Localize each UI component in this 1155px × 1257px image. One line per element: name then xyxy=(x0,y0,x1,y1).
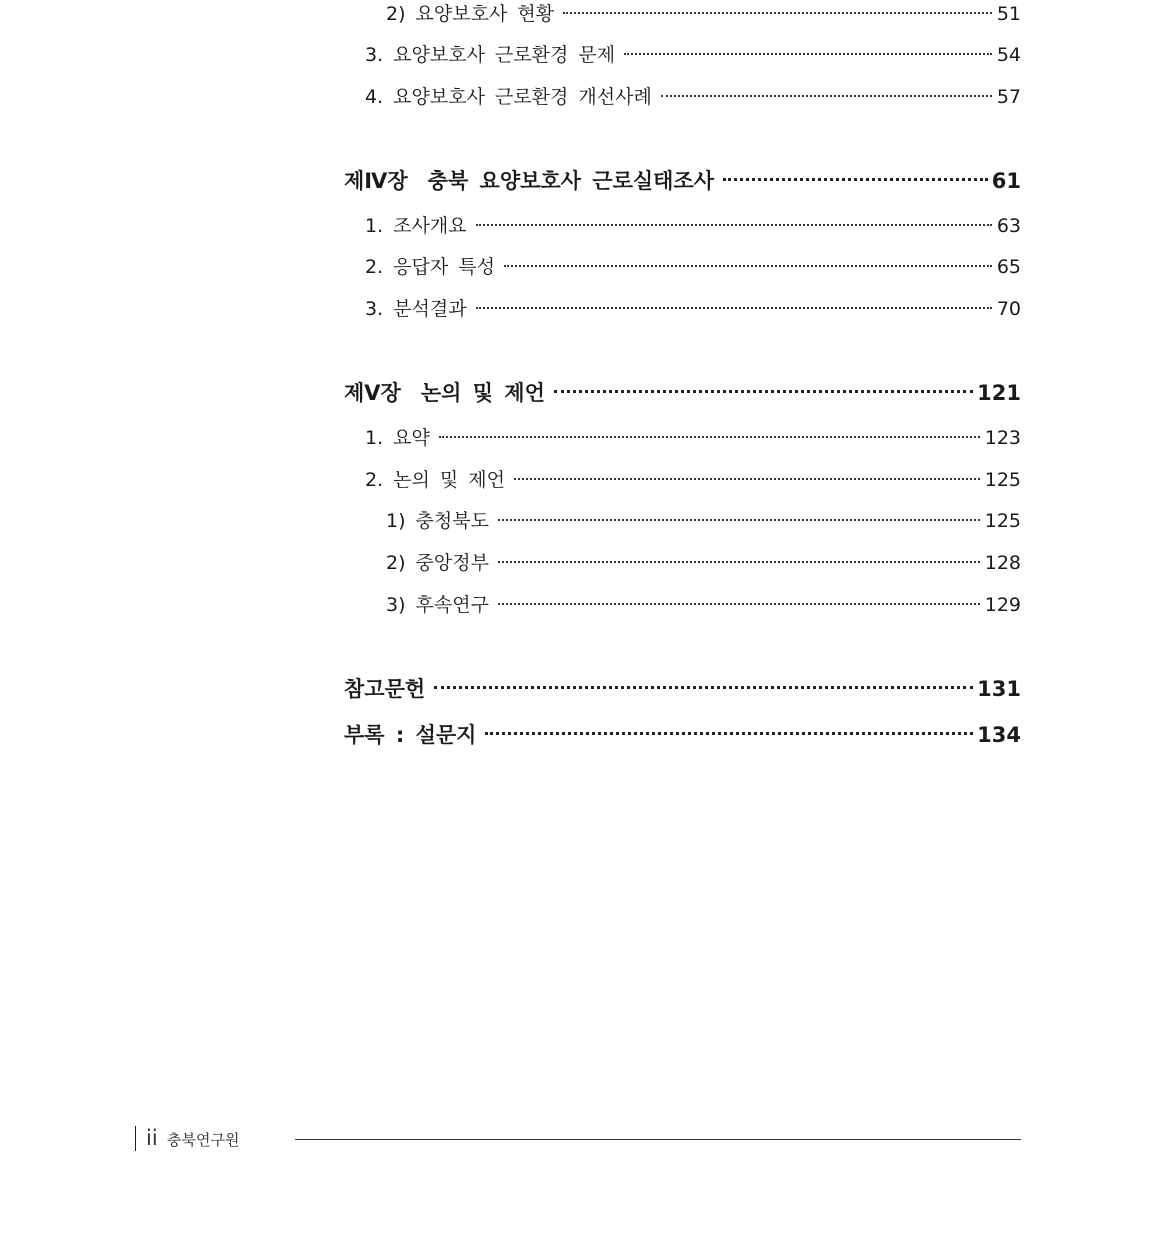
toc-entry-section[interactable] xyxy=(365,88,1021,107)
toc-entry-title: 논의 및 제언 xyxy=(420,381,545,405)
toc-entry-chapter[interactable] xyxy=(344,171,1021,192)
toc-entry-section[interactable] xyxy=(365,429,1021,448)
toc-page-number: 131 xyxy=(977,677,1021,701)
toc-entry-title: 2) 중앙정부 xyxy=(386,552,489,574)
footer-rule-line xyxy=(295,1139,1021,1140)
toc-entry-section[interactable] xyxy=(386,5,1021,24)
toc-entry-title: 1) 충청북도 xyxy=(386,510,489,532)
toc-entry-section[interactable] xyxy=(365,258,1021,277)
toc-entry-title: 1. 조사개요 xyxy=(365,215,467,237)
toc-entry-title: 3. 분석결과 xyxy=(365,298,467,320)
toc-page-number: 57 xyxy=(996,86,1021,108)
toc-leader-dots xyxy=(476,307,992,309)
toc-page-number: 54 xyxy=(996,44,1021,66)
toc-leader-dots xyxy=(624,53,992,55)
toc-entry-section[interactable] xyxy=(365,46,1021,65)
toc-entry-title: 4. 요양보호사 근로환경 개선사례 xyxy=(365,86,652,108)
toc-entry-references[interactable] xyxy=(344,679,1021,700)
toc-entry-subsection[interactable] xyxy=(386,512,1021,531)
toc-leader-dots xyxy=(504,265,992,267)
toc-entry-subsection[interactable] xyxy=(386,596,1021,615)
toc-entry-section[interactable] xyxy=(365,217,1021,236)
toc-entry-title: 3) 후속연구 xyxy=(386,594,489,616)
toc-page-number: 70 xyxy=(996,298,1021,320)
toc-chapter-number: 제Ⅳ장 xyxy=(344,169,408,193)
toc-entry-title: 3. 요양보호사 근로환경 문제 xyxy=(365,44,616,66)
toc-page-number: 125 xyxy=(984,510,1021,532)
toc-leader-dots xyxy=(485,732,973,735)
toc-entry-title: 2. 응답자 특성 xyxy=(365,256,495,278)
toc-page-number: 123 xyxy=(984,427,1021,449)
toc-page-number: 128 xyxy=(984,552,1021,574)
toc-leader-dots xyxy=(661,95,992,97)
toc-chapter-heading xyxy=(344,171,714,192)
toc-leader-dots xyxy=(498,561,980,563)
toc-leader-dots xyxy=(434,686,973,689)
toc-leader-dots xyxy=(498,603,980,605)
toc-leader-dots xyxy=(554,390,973,393)
toc-page-number: 65 xyxy=(996,256,1021,278)
toc-leader-dots xyxy=(476,224,992,226)
toc-page-number: 121 xyxy=(977,381,1021,405)
toc-page-number: 61 xyxy=(991,169,1021,193)
toc-entry-title: 2. 논의 및 제언 xyxy=(365,469,506,491)
toc-entry-title: 부록 : 설문지 xyxy=(344,723,477,747)
footer-organization: 충북연구원 xyxy=(167,1131,240,1149)
toc-entry-title: 2) 요양보호사 현황 xyxy=(386,3,555,25)
toc-entry-section[interactable] xyxy=(365,471,1021,490)
toc-leader-dots xyxy=(439,436,980,438)
page-footer xyxy=(0,1120,1155,1160)
toc-chapter-heading xyxy=(344,383,545,404)
footer-page-number: ii xyxy=(146,1126,158,1150)
footer-vertical-bar xyxy=(135,1126,136,1151)
toc-leader-dots xyxy=(514,478,980,480)
toc-page-number: 125 xyxy=(984,469,1021,491)
toc-entry-title: 1. 요약 xyxy=(365,427,430,449)
toc-entry-subsection[interactable] xyxy=(386,554,1021,573)
toc-entry-appendix[interactable] xyxy=(344,725,1021,746)
toc-chapter-number: 제Ⅴ장 xyxy=(344,381,401,405)
toc-page-number: 129 xyxy=(984,594,1021,616)
toc-leader-dots xyxy=(498,519,980,521)
toc-leader-dots xyxy=(723,178,988,181)
toc-entry-title: 참고문헌 xyxy=(344,677,426,701)
toc-page-number: 51 xyxy=(996,3,1021,25)
toc-entry-title: 충북 요양보호사 근로실태조사 xyxy=(427,169,714,193)
toc-leader-dots xyxy=(563,12,992,14)
toc-entry-section[interactable] xyxy=(365,300,1021,319)
toc-page-number: 134 xyxy=(977,723,1021,747)
toc-entry-chapter[interactable] xyxy=(344,383,1021,404)
toc-page-number: 63 xyxy=(996,215,1021,237)
